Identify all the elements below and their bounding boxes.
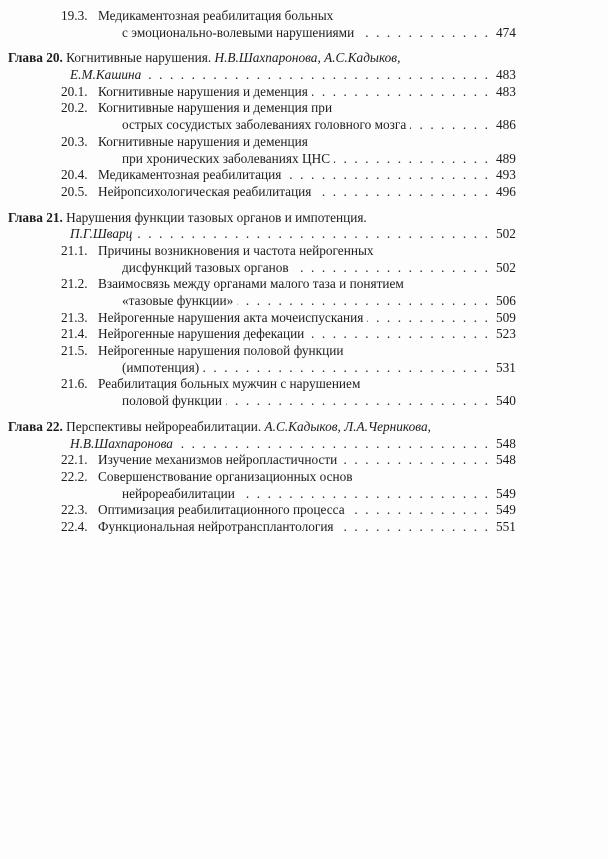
- chapter-title: Нарушения функции тазовых органов и импотенция.: [66, 209, 367, 225]
- dot-leader: [367, 310, 490, 327]
- section-title: Когнитивные нарушения и деменция: [98, 83, 308, 99]
- page-number: 549: [496, 485, 516, 501]
- section-title: Когнитивные нарушения и деменция при: [98, 100, 333, 116]
- page-number: 549: [496, 502, 516, 518]
- page-number: 548: [496, 452, 516, 468]
- toc-entry-line: [0, 25, 600, 42]
- section-number: 22.2.: [61, 468, 88, 484]
- section-number: 20.3.: [61, 133, 88, 149]
- toc-entry-line: [0, 310, 600, 327]
- toc-entry-line: [0, 452, 600, 469]
- section-title-cont: острых сосудистых заболеваниях головного мозга: [122, 117, 407, 133]
- page-number: 540: [496, 393, 516, 409]
- chapter-label: Глава 22.: [8, 418, 63, 434]
- chapter-heading: [0, 210, 600, 227]
- toc-entry-line: [0, 260, 600, 277]
- dot-leader: [312, 84, 490, 101]
- dot-leader: [226, 393, 490, 410]
- dot-leader: [239, 486, 490, 503]
- dot-leader: [349, 502, 490, 519]
- section-number: 22.3.: [61, 502, 88, 518]
- section-number: 21.2.: [61, 276, 88, 292]
- chapter-title: Когнитивные нарушения.: [66, 50, 212, 66]
- chapter-label: Глава 20.: [8, 50, 63, 66]
- page-number: 531: [496, 359, 516, 375]
- dot-leader: [358, 25, 490, 42]
- section-number: 20.1.: [61, 83, 88, 99]
- toc-entry-line: [0, 100, 600, 117]
- dot-leader: [145, 67, 490, 84]
- dot-leader: [315, 184, 490, 201]
- page-number: 506: [496, 293, 516, 308]
- section-number: 21.4.: [61, 326, 88, 342]
- page-number: 486: [496, 117, 516, 133]
- section-number: 22.1.: [61, 452, 88, 468]
- page-number: 489: [496, 150, 516, 166]
- chapter-heading-cont: [0, 226, 600, 243]
- dot-leader: [136, 226, 490, 243]
- page-number: 502: [496, 226, 516, 242]
- chapter-heading-cont: [0, 67, 600, 84]
- page-number: 551: [496, 518, 516, 534]
- chapter-authors: А.С.Кадыков, Л.А.Черникова,: [264, 418, 431, 434]
- section-title: Взаимосвязь между органами малого таза и понятием: [98, 276, 404, 292]
- toc-entry-line: [0, 293, 600, 310]
- dot-leader: [293, 260, 490, 277]
- section-number: 21.1.: [61, 242, 88, 258]
- toc-entry-line: [0, 134, 600, 151]
- toc-entry-line: [0, 184, 600, 201]
- section-title: Изучение механизмов нейропластичности: [98, 452, 338, 468]
- chapter-label: Глава 21.: [8, 209, 63, 225]
- section-title: Нейрогенные нарушения половой функции: [98, 343, 344, 359]
- section-number: 21.5.: [61, 343, 88, 359]
- section-title-cont: «тазовые функции»: [122, 293, 234, 308]
- chapter-authors: Н.В.Шахпаронова, А.С.Кадыков,: [214, 50, 401, 66]
- section-number: 21.6.: [61, 376, 88, 392]
- section-title-cont: (импотенция): [122, 359, 200, 375]
- chapter-heading: [0, 50, 600, 67]
- section-title: Медикаментозная реабилитация больных: [98, 8, 334, 23]
- chapter-gap: [0, 201, 600, 210]
- section-title: Когнитивные нарушения и деменция: [98, 133, 308, 149]
- toc-entry-line: [0, 469, 600, 486]
- section-number: 19.3.: [61, 8, 88, 23]
- toc-entry-line: [0, 243, 600, 260]
- chapter-gap: [0, 410, 600, 419]
- page-number: 509: [496, 309, 516, 325]
- dot-leader: [334, 151, 490, 168]
- toc-entry-line: [0, 151, 600, 168]
- toc-entry-line: [0, 486, 600, 503]
- page-number: 523: [496, 326, 516, 342]
- section-title: Нейропсихологическая реабилитация: [98, 183, 312, 199]
- table-of-contents: [0, 8, 600, 536]
- page-number: 474: [496, 24, 516, 40]
- chapter-authors-cont: Е.М.Кашина: [70, 67, 142, 83]
- toc-entry-line: [0, 376, 600, 393]
- chapter-title: Перспективы нейрореабилитации.: [66, 418, 262, 434]
- dot-leader: [338, 519, 490, 536]
- section-number: 20.2.: [61, 100, 88, 116]
- section-title-cont: с эмоционально-волевыми нарушениями: [122, 24, 355, 40]
- dot-leader: [285, 167, 490, 184]
- page-number: 483: [496, 83, 516, 99]
- section-number: 20.5.: [61, 183, 88, 199]
- toc-entry-line: [0, 343, 600, 360]
- toc-entry-line: [0, 276, 600, 293]
- section-title: Нейрогенные нарушения акта мочеиспускания: [98, 309, 364, 325]
- dot-leader: [203, 360, 490, 377]
- chapter-authors-cont: Н.В.Шахпаронова: [70, 435, 173, 451]
- chapter-heading-cont: [0, 436, 600, 453]
- section-title: Реабилитация больных мужчин с нарушением: [98, 376, 361, 392]
- dot-leader: [308, 326, 490, 343]
- section-title: Причины возникновения и частота нейрогенных: [98, 242, 374, 258]
- section-number: 20.4.: [61, 167, 88, 183]
- section-title: Функциональная нейротрансплантология: [98, 518, 334, 534]
- section-title-cont: половой функции: [122, 393, 223, 409]
- chapter-title-line: [8, 50, 400, 67]
- toc-entry-line: [0, 360, 600, 377]
- page-number: 483: [496, 67, 516, 83]
- toc-entry-line: [0, 84, 600, 101]
- toc-entry-line: [0, 326, 600, 343]
- section-title: Медикаментозная реабилитация: [98, 167, 282, 183]
- toc-entry-line: [0, 393, 600, 410]
- section-title-cont: при хронических заболеваниях ЦНС: [122, 150, 331, 166]
- page-number: 493: [496, 167, 516, 183]
- page-number: 548: [496, 435, 516, 451]
- section-title: Совершенствование организационных основ: [98, 468, 353, 484]
- page-number: 502: [496, 259, 516, 275]
- dot-leader: [410, 117, 490, 134]
- section-title: Нейрогенные нарушения дефекации: [98, 326, 305, 342]
- toc-entry-line: [0, 8, 600, 25]
- section-number: 21.3.: [61, 309, 88, 325]
- toc-entry-line: [0, 167, 600, 184]
- page-number: 496: [496, 183, 516, 199]
- dot-leader: [341, 452, 490, 469]
- dot-leader: [237, 293, 490, 310]
- section-title-cont: дисфункций тазовых органов: [122, 259, 289, 275]
- section-title: Оптимизация реабилитационного процесса: [98, 502, 345, 518]
- chapter-title-line: [8, 419, 431, 436]
- chapter-authors-cont: П.Г.Шварц: [70, 226, 133, 242]
- chapter-heading: [0, 419, 600, 436]
- toc-entry-line: [0, 117, 600, 134]
- toc-entry-line: [0, 502, 600, 519]
- section-number: 22.4.: [61, 518, 88, 534]
- section-title-cont: нейрореабилитации: [122, 485, 235, 501]
- dot-leader: [177, 436, 490, 453]
- chapter-title-line: [8, 210, 367, 227]
- toc-entry-line: [0, 519, 600, 536]
- chapter-gap: [0, 41, 600, 50]
